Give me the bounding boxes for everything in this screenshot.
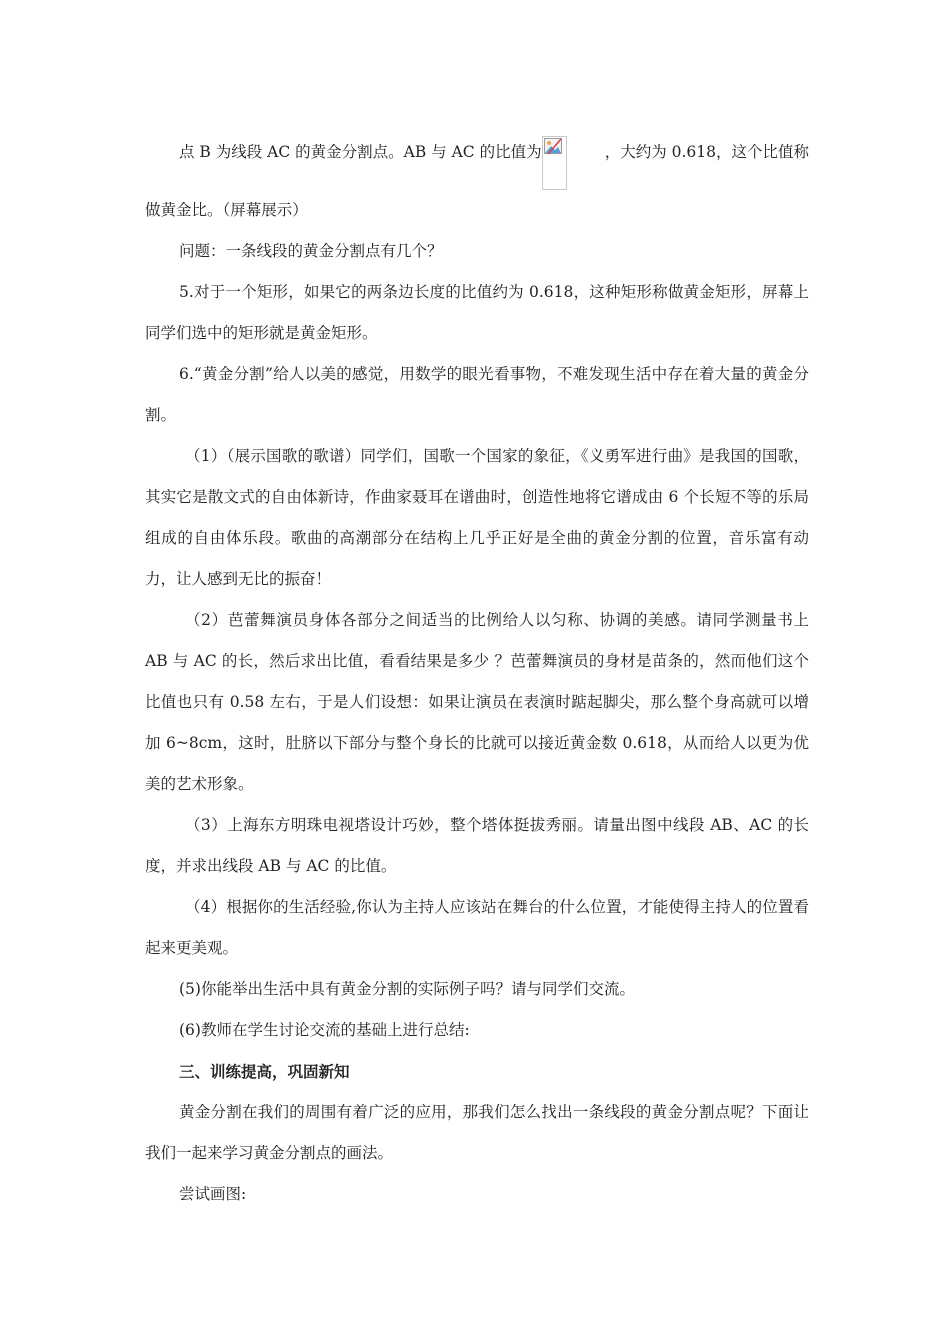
broken-image-icon: [542, 136, 567, 190]
sub-item-6: (6)教师在学生讨论交流的基础上进行总结:: [179, 1021, 470, 1039]
text-line1-before: 点 B 为线段 AC 的黄金分割点。AB 与 AC 的比值为: [179, 143, 542, 161]
item-5: 5.对于一个矩形，如果它的两条边长度的比值约为 0.618，这种矩形称做黄金矩形，屏幕上同学们选中的矩形就是黄金矩形。: [145, 283, 809, 342]
item-6: 6.“黄金分割”给人以美的感觉，用数学的眼光看事物，不难发现生活中存在着大量的黄金分割。: [145, 365, 809, 424]
text-line2: 做黄金比。（屏幕展示）: [145, 201, 308, 219]
paragraph-golden-point: [145, 132, 809, 190]
sub-item-4: （4）根据你的生活经验,你认为主持人应该站在舞台的什么位置，才能使得主持人的位置看起来更美观。: [145, 898, 809, 957]
question-text: 问题：一条线段的黄金分割点有几个？: [179, 242, 443, 260]
sub-item-2: （2）芭蕾舞演员身体各部分之间适当的比例给人以匀称、协调的美感。请同学测量书上 AB 与 AC 的长，然后求出比值，看看结果是多少 ？芭蕾舞演员的身材是苗条的，然而他们这个比值也只有 0.58 左右，于是人们设想：如果让演员在表演时踮起脚尖，那么整个身高就可以增加 6~8cm，这时，肚脐以下部分与整个身长的比就可以接近黄金数 0.618，从而给人以更为优美的艺术形象。: [145, 611, 809, 793]
sub-item-1: （1）（展示国歌的歌谱）同学们，国歌一个国家的象征，《义勇军进行曲》是我国的国歌，其实它是散文式的自由体新诗，作曲家聂耳在谱曲时，创造性地将它谱成由 6 个长短不等的乐局组成的自由体乐段。歌曲的高潮部分在结构上几乎正好是全曲的黄金分割的位置，音乐富有动力，让人感到无比的振奋！: [145, 447, 809, 588]
text-line1-after: ，大约为 0.618，这个比值称: [604, 143, 809, 161]
try-draw-text: 尝试画图:: [179, 1185, 247, 1203]
sub-item-5: (5)你能举出生活中具有黄金分割的实际例子吗？请与同学们交流。: [179, 980, 635, 998]
paragraph-training: 黄金分割在我们的周围有着广泛的应用，那我们怎么找出一条线段的黄金分割点呢？下面让我们一起来学习黄金分割点的画法。: [145, 1103, 809, 1162]
section-heading-3: 三、训练提高，巩固新知: [179, 1062, 350, 1081]
sub-item-3: （3）上海东方明珠电视塔设计巧妙，整个塔体挺拔秀丽。请量出图中线段 AB、AC 的长度，并求出线段 AB 与 AC 的比值。: [145, 816, 809, 875]
document-body: [145, 132, 809, 1215]
